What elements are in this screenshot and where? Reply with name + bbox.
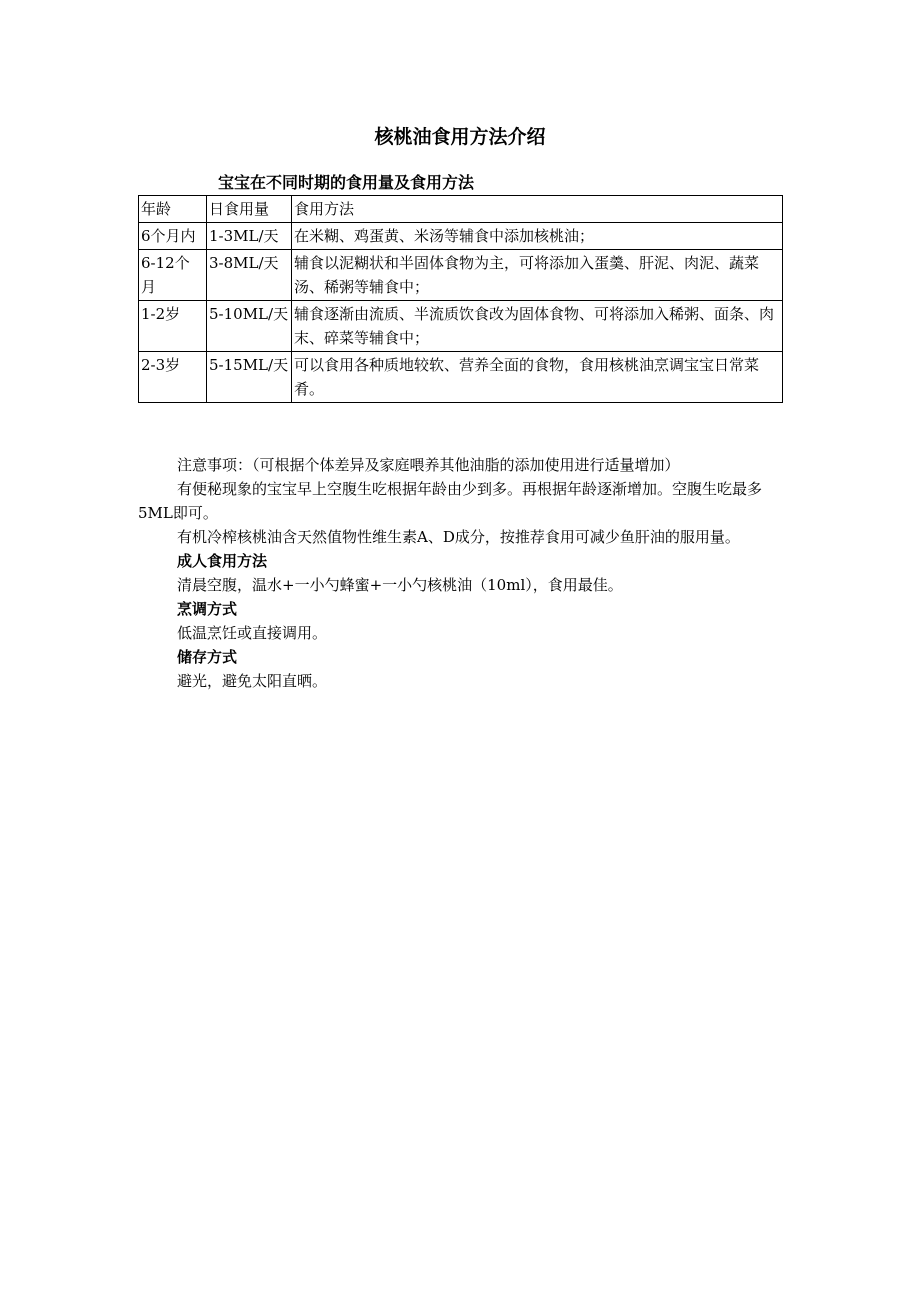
table-cell-age: 6-12个月 — [139, 250, 207, 301]
table-cell-method: 在米糊、鸡蛋黄、米汤等辅食中添加核桃油； — [292, 223, 783, 250]
table-cell-amount: 5-10ML/天 — [207, 301, 292, 352]
adult-usage-heading: 成人食用方法 — [177, 552, 268, 570]
table-cell-method: 可以食用各种质地较软、营养全面的食物，食用核桃油烹调宝宝日常菜肴。 — [292, 352, 783, 403]
vitamin-note: 有机冷榨核桃油含天然值物性维生素A、D成分，按推荐食用可减少鱼肝油的服用量。 — [177, 528, 740, 546]
constipation-note: 有便秘现象的宝宝早上空腹生吃根据年龄由少到多。再根据年龄逐渐增加。空腹生吃最多5ML即可。 — [138, 480, 763, 522]
body-text — [138, 453, 782, 693]
cooking-method-heading: 烹调方式 — [177, 600, 238, 618]
attention-note: 注意事项：（可根据个体差异及家庭喂养其他油脂的添加使用进行适量增加） — [177, 456, 680, 474]
dosage-table — [138, 195, 783, 403]
adult-usage-text: 清晨空腹，温水+一小勺蜂蜜+一小勺核桃油（10ml），食用最佳。 — [177, 576, 623, 594]
column-header-method: 食用方法 — [292, 196, 783, 223]
table-row — [139, 301, 783, 352]
storage-heading: 储存方式 — [177, 648, 238, 666]
table-cell-age: 2-3岁 — [139, 352, 207, 403]
table-cell-age: 6个月内 — [139, 223, 207, 250]
column-header-age: 年龄 — [139, 196, 207, 223]
table-cell-method: 辅食以泥糊状和半固体食物为主，可将添加入蛋羹、肝泥、肉泥、蔬菜汤、稀粥等辅食中； — [292, 250, 783, 301]
table-cell-amount: 1-3ML/天 — [207, 223, 292, 250]
storage-text: 避光，避免太阳直晒。 — [177, 672, 328, 690]
table-cell-amount: 5-15ML/天 — [207, 352, 292, 403]
table-row — [139, 352, 783, 403]
table-header-row — [139, 196, 783, 223]
cooking-method-text: 低温烹饪或直接调用。 — [177, 624, 328, 642]
table-row — [139, 250, 783, 301]
column-header-daily-amount: 日食用量 — [207, 196, 292, 223]
table-row — [139, 223, 783, 250]
table-caption: 宝宝在不同时期的食用量及食用方法 — [218, 173, 475, 192]
table-cell-age: 1-2岁 — [139, 301, 207, 352]
page-title: 核桃油食用方法介绍 — [374, 126, 546, 148]
table-cell-method: 辅食逐渐由流质、半流质饮食改为固体食物、可将添加入稀粥、面条、肉末、碎菜等辅食中； — [292, 301, 783, 352]
table-cell-amount: 3-8ML/天 — [207, 250, 292, 301]
